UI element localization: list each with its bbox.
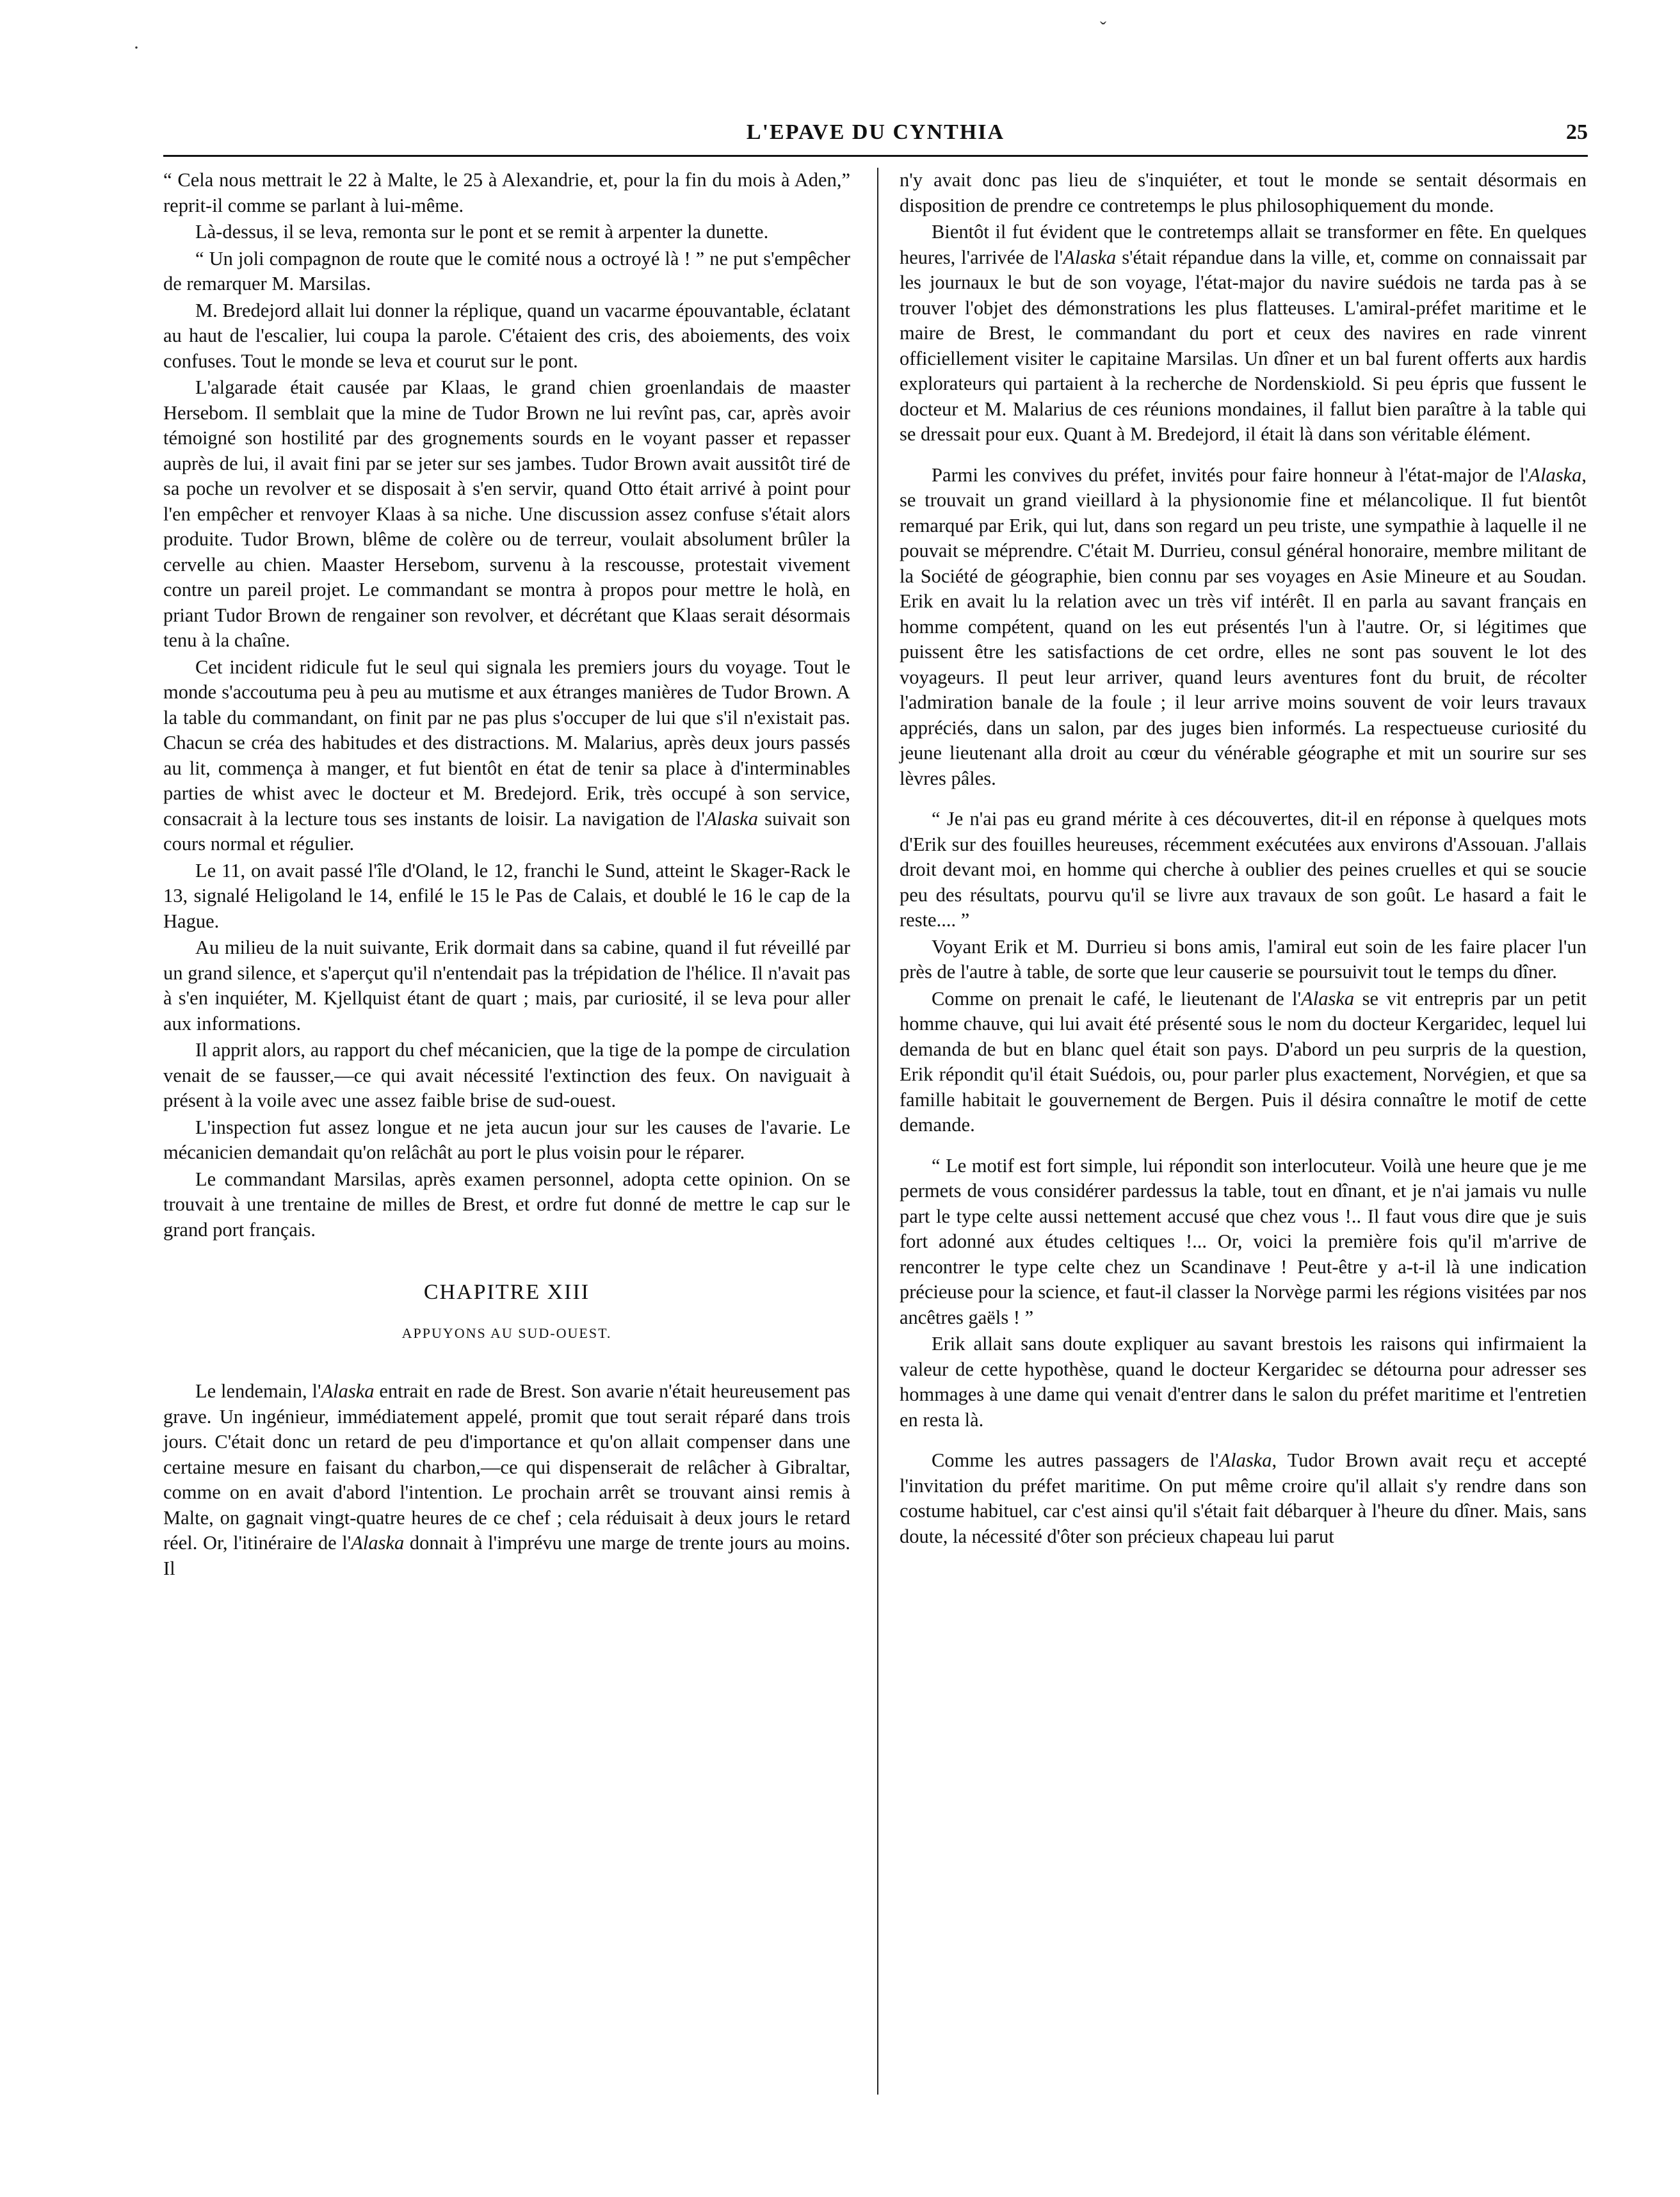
paragraph: Parmi les convives du préfet, invités pour faire honneur à l'état-major de l'Alaska, se trouvait un grand vieillard à la physionomie fine et mélancolique. Il fut bientôt remarqué par Erik, qui lut, dans son regard un peu triste, une sympathie à laquelle il ne pouvait se méprendre. C'était M. Durrieu, consul général honoraire, membre militant de la Société de géographie, bien connu par ses voyages en Asie Mineure et au Soudan. Erik en avait lu la relation avec un très vif intérêt. Il en parla au savant français en homme compétent, quand on les eut présentés l'un à l'autre. Or, si légitimes que puissent être les satisfactions de cet ordre, elles ne sont pas souvent le lot des voyageurs. Il peut leur arriver, quand leurs aventures font du bruit, de récolter l'admiration banale de la foule ; il leur arrive moins souvent de voir leurs travaux appréciés, dans un salon, par des juges bien informés. La respectueuse curiosité du jeune lieutenant alla droit au cœur du vénérable géographe et mit un sourire sur ses lèvres pâles. bbox=[900, 463, 1587, 789]
paragraph: “ Un joli compagnon de route que le comité nous a octroyé là ! ” ne put s'empêcher de remarquer M. Marsilas. bbox=[163, 247, 850, 294]
paragraph: “ Cela nous mettrait le 22 à Malte, le 25 à Alexandrie, et, pour la fin du mois à Aden,” reprit-il comme se parlant à lui-même. bbox=[163, 169, 850, 216]
paragraph: Comme on prenait le café, le lieutenant de l'Alaska se vit entrepris par un petit homme chauve, qui lui avait été présenté sous le nom du docteur Kergaridec, lequel lui demanda de but en blanc quel était son pays. D'abord un peu surpris de la question, Erik répondit qu'il était Suédois, ou, pour parler plus exactement, Norvégien, et que sa famille habitait le gouvernement de Bergen. Puis il désira connaître le motif de cette demande. bbox=[900, 987, 1587, 1136]
running-title: L'EPAVE DU CYNTHIA bbox=[746, 120, 1005, 144]
running-header bbox=[163, 120, 1588, 157]
page-number: 25 bbox=[1566, 120, 1588, 144]
paragraph: “ Le motif est fort simple, lui répondit son interlocuteur. Voilà une heure que je me permets de vous considérer pardessus la table, tout en dînant, et je n'ai jamais vu nulle part le type celte aussi nettement accusé que chez vous !.. Il faut vous dire que je suis fort adonné aux études celtiques !... Or, voici la première fois qu'il m'arrive de rencontrer le type celte chez un Scandinave ! Peut-être y a-t-il là une indication précieuse pour la science, et faut-il classer la Norvège parmi les régions visitées par nos ancêtres gaëls ! ” bbox=[900, 1154, 1587, 1328]
paragraph: Au milieu de la nuit suivante, Erik dormait dans sa cabine, quand il fut réveillé par un grand silence, et s'aperçut qu'il n'entendait pas la trépidation de l'hélice. Il n'avait pas à s'en inquiéter, M. Kjellquist étant de quart ; mais, par curiosité, il se leva pour aller aux informations. bbox=[163, 937, 850, 1034]
column-divider bbox=[877, 168, 878, 2095]
paragraph: Voyant Erik et M. Durrieu si bons amis, l'amiral eut soin de les faire placer l'un près de l'autre à table, de sorte que leur causerie se poursuivit tout le temps du dîner. bbox=[900, 935, 1587, 983]
paragraph: M. Bredejord allait lui donner la réplique, quand un vacarme épouvantable, éclatant au haut de l'escalier, lui coupa la parole. C'étaient des cris, des aboiements, des voix confuses. Tout le monde se leva et courut sur le pont. bbox=[163, 299, 850, 372]
chapter-title: CHAPITRE XIII bbox=[423, 1280, 590, 1304]
paragraph: Bientôt il fut évident que le contretemps allait se transformer en fête. En quelques heures, l'arrivée de l'Alaska s'était répandue dans la ville, et, comme on connaissait par les journaux le but de son voyage, l'état-major du navire suédois ne tarda pas à se trouver l'objet des démonstrations les plus flatteuses. L'amiral-préfet maritime et le maire de Brest, le commandant du port et ceux des navires en rade vinrent officiellement visiter le capitaine Marsilas. Un dîner et un bal furent offerts aux hardis explorateurs qui partaient à la recherche de Nordenskiold. Si peu épris que fussent le docteur et M. Malarius de ces réunions mondaines, il fallut bien paraître à la table qui se dressait pour eux. Quant à M. Bredejord, il était là dans son véritable élément. bbox=[900, 221, 1587, 445]
paragraph: Erik allait sans doute expliquer au savant brestois les raisons qui infirmaient la valeur de cette hypothèse, quand le docteur Kergaridec se détourna pour adresser ses hommages à une dame qui venait d'entrer dans le salon du préfet maritime et l'entretien en resta là. bbox=[900, 1333, 1587, 1431]
paragraph: n'y avait donc pas lieu de s'inquiéter, et tout le monde se sentait désormais en disposition de prendre ce contretemps le plus philosophiquement du monde. bbox=[900, 169, 1587, 216]
right-column bbox=[900, 168, 1587, 1550]
paragraph: Cet incident ridicule fut le seul qui signala les premiers jours du voyage. Tout le monde s'accoutuma peu à peu au mutisme et aux étranges manières de Tudor Brown. A la table du commandant, on finit par ne pas plus s'occuper de lui que s'il n'existait pas. Chacun se créa des habitudes et des distractions. M. Malarius, après deux jours passés au lit, commença à manger, et fut bientôt en état de tenir sa place à d'interminables parties de whist avec le docteur et M. Bredejord. Erik, très occupé à son service, consacrait à la lecture tous ses instants de loisir. La navigation de l'Alaska suivait son cours normal et régulier. bbox=[163, 656, 850, 855]
paragraph: Là-dessus, il se leva, remonta sur le pont et se remit à arpenter la dunette. bbox=[195, 221, 769, 243]
paragraph: Le lendemain, l'Alaska entrait en rade de Brest. Son avarie n'était heureusement pas grave. Un ingénieur, immédiatement appelé, promit que tout serait réparé dans trois jours. C'était donc un retard de peu d'importance et qu'on allait compenser dans une certaine mesure en faisant du charbon,—ce qui dispenserait de relâcher à Gibraltar, comme on en avait d'abord l'intention. Le prochain arrêt se trouvant ainsi remis à Malte, on gagnait vingt-quatre heures de ce chef ; cela réduisait à deux jours le retard réel. Or, l'itinéraire de l'Alaska donnait à l'imprévu une marge de trente jours au moins. Il bbox=[163, 1380, 850, 1579]
paragraph: Comme les autres passagers de l'Alaska, Tudor Brown avait reçu et accepté l'invitation du préfet maritime. On put même croire qu'il allait s'y rendre dans son costume habituel, car c'est ainsi qu'il s'était fait débarquer à l'heure du dîner. Mais, sans doute, la nécessité d'ôter son précieux chapeau lui parut bbox=[900, 1449, 1587, 1547]
paragraph: “ Je n'ai pas eu grand mérite à ces découvertes, dit-il en réponse à quelques mots d'Erik sur des fouilles heureuses, récemment exécutées aux environs d'Assouan. J'allais droit devant moi, en homme qui cherche à oublier des peines cruelles et qui se soucie peu des résultats, pourvu qu'il se livre aux travaux de son goût. Le hasard a fait le reste.... ” bbox=[900, 808, 1587, 931]
paragraph: L'algarade était causée par Klaas, le grand chien groenlandais de maaster Hersebom. Il semblait que la mine de Tudor Brown ne lui revînt pas, car, après avoir témoigné son hostilité par des grognements sourds en le voyant passer et repasser auprès de lui, il avait fini par se jeter sur ses jambes. Tudor Brown avait aussitôt tiré de sa poche un revolver et se disposait à s'en servir, quand Otto était arrivé à point pour l'en empêcher et renvoyer Klaas à sa niche. Une discussion assez confuse s'était alors produite. Tudor Brown, blême de colère ou de terreur, voulait absolument brûler la cervelle au chien. Maaster Hersebom, survenu à la rescousse, protestait vivement contre un pareil projet. Le commandant se montra à propos pour mettre le holà, en priant Tudor Brown de rengainer son revolver, et décrétant que Klaas serait désormais tenu à la chaîne. bbox=[163, 376, 850, 651]
stray-mark: ˇ bbox=[1100, 18, 1106, 39]
paragraph: Le 11, on avait passé l'île d'Oland, le 12, franchi le Sund, atteint le Skager-Rack le 13, signalé Heligoland le 14, enfilé le 15 le Pas de Calais, et doublé le 16 le cap de la Hague. bbox=[163, 859, 850, 932]
paragraph: Il apprit alors, au rapport du chef mécanicien, que la tige de la pompe de circulation venait de se fausser,—ce qui avait nécessité l'extinction des feux. On naviguait à présent à la voile avec une assez faible brise de sud-ouest. bbox=[163, 1039, 850, 1111]
paragraph: L'inspection fut assez longue et ne jeta aucun jour sur les causes de l'avarie. Le mécanicien demandait qu'on relâchât au port le plus voisin pour le réparer. bbox=[163, 1116, 850, 1163]
chapter-subtitle: APPUYONS AU SUD-OUEST. bbox=[401, 1324, 612, 1341]
paragraph: Le commandant Marsilas, après examen personnel, adopta cette opinion. On se trouvait à une trentaine de milles de Brest, et ordre fut donné de mettre le cap sur le grand port français. bbox=[163, 1168, 850, 1241]
stray-mark: · bbox=[133, 37, 140, 58]
left-column bbox=[163, 168, 850, 1582]
